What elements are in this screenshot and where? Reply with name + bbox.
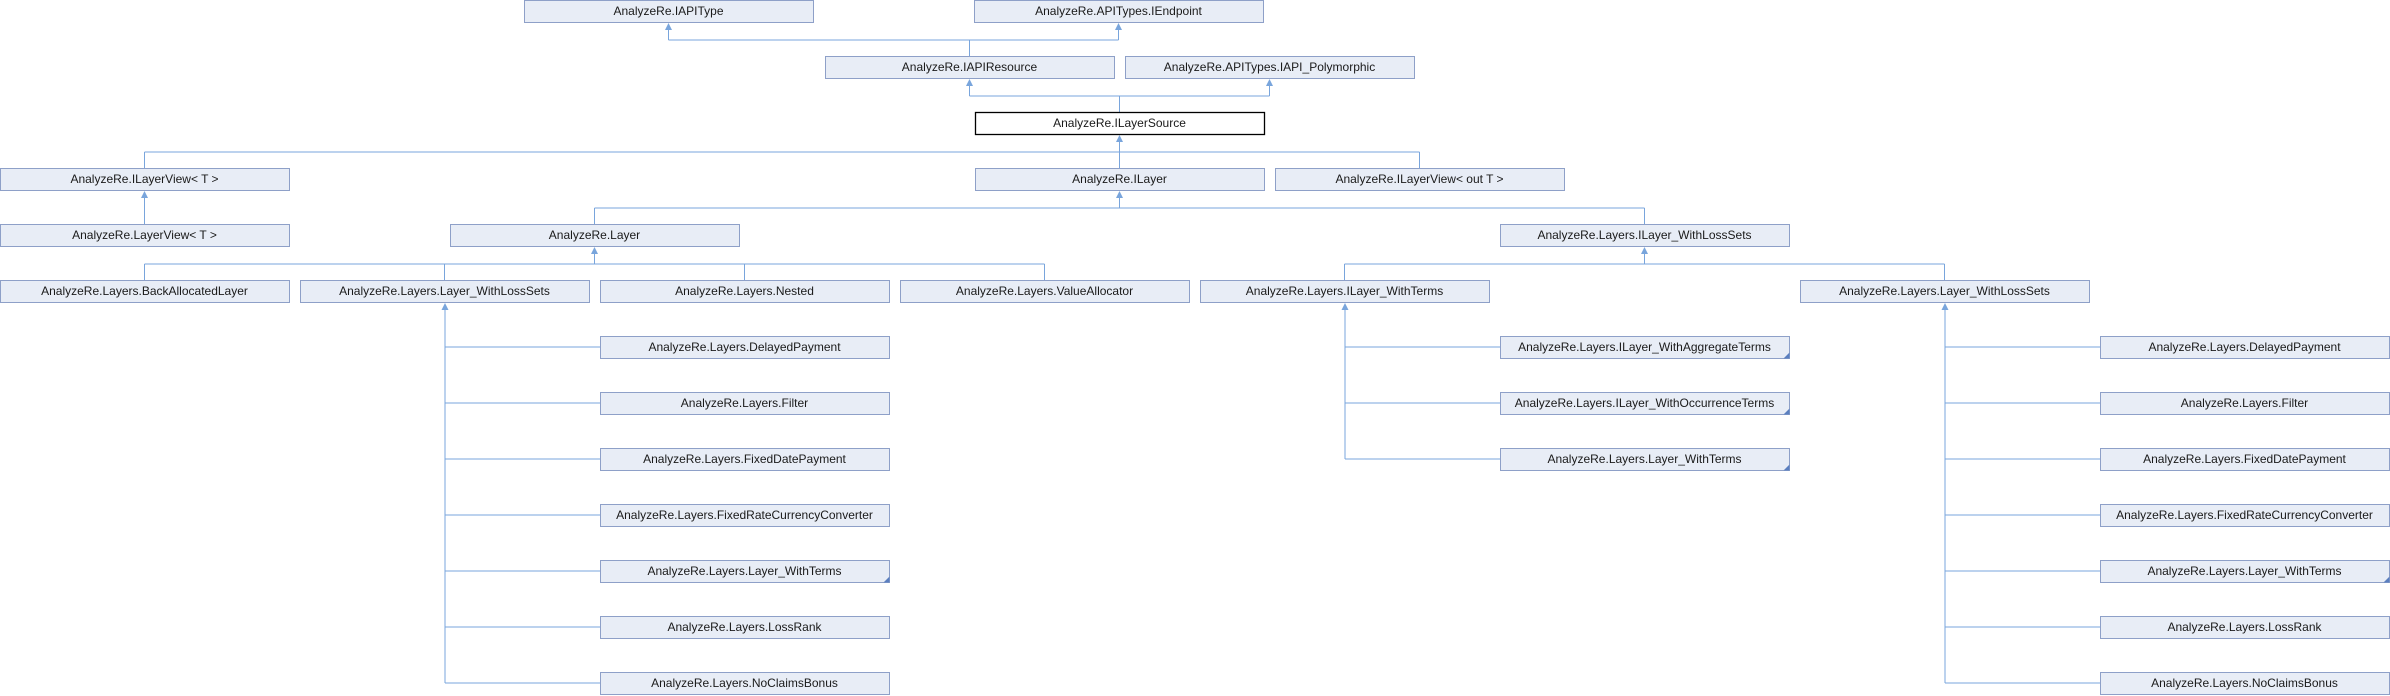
node-label: AnalyzeRe.IAPIType: [613, 4, 724, 18]
node-label: AnalyzeRe.APITypes.IEndpoint: [1035, 4, 1202, 18]
node-label: AnalyzeRe.Layers.NoClaimsBonus: [651, 676, 838, 690]
node-layer[interactable]: [451, 225, 740, 247]
node-label: AnalyzeRe.LayerView< T >: [72, 228, 217, 242]
node-b-delayedpayment[interactable]: [2101, 337, 2390, 359]
node-label: AnalyzeRe.ILayerView< T >: [70, 172, 219, 186]
node-iapipolymorphic[interactable]: [1126, 57, 1415, 79]
node-label: AnalyzeRe.ILayerSource: [1053, 116, 1186, 130]
node-valueallocator[interactable]: [901, 281, 1190, 303]
node-b-noclaimsbonus[interactable]: [2101, 673, 2390, 695]
node-label: AnalyzeRe.Layers.Layer_WithLossSets: [339, 284, 550, 298]
node-label: AnalyzeRe.Layers.ValueAllocator: [955, 284, 1134, 298]
node-a-fixedrateconverter[interactable]: [601, 505, 890, 527]
node-ilayerview-t[interactable]: [1, 169, 290, 191]
edge-arrowhead: [1342, 303, 1349, 310]
edge-arrowhead: [1942, 303, 1949, 310]
node-b-fixeddatepayment[interactable]: [2101, 449, 2390, 471]
node-layer-withlosssets-b[interactable]: [1801, 281, 2090, 303]
node-a-filter[interactable]: [601, 393, 890, 415]
edge-arrowhead: [1266, 79, 1273, 86]
node-t-occurrenceterms[interactable]: [1501, 393, 1790, 415]
node-backallocatedlayer[interactable]: [1, 281, 290, 303]
edge-arrowhead: [1115, 23, 1122, 30]
node-nested[interactable]: [601, 281, 890, 303]
node-ilayersource[interactable]: [976, 113, 1265, 135]
node-label: AnalyzeRe.Layers.Layer_WithTerms: [647, 564, 842, 578]
node-t-layer-withterms[interactable]: [1501, 449, 1790, 471]
node-label: AnalyzeRe.Layers.Filter: [2180, 396, 2309, 410]
edge-arrowhead: [591, 247, 598, 254]
node-label: AnalyzeRe.Layers.FixedDatePayment: [2143, 452, 2346, 466]
node-a-noclaimsbonus[interactable]: [601, 673, 890, 695]
node-label: AnalyzeRe.ILayerView< out T >: [1335, 172, 1504, 186]
edge-arrowhead: [141, 191, 148, 198]
node-label: AnalyzeRe.Layers.FixedRateCurrencyConverter: [616, 508, 873, 522]
node-b-fixedrateconverter[interactable]: [2101, 505, 2390, 527]
node-t-aggregateterms[interactable]: [1501, 337, 1790, 359]
node-iapiresource[interactable]: [826, 57, 1115, 79]
edge-arrowhead: [1116, 135, 1123, 142]
node-label: AnalyzeRe.Layers.FixedRateCurrencyConverter: [2116, 508, 2373, 522]
node-label: AnalyzeRe.Layers.Layer_WithTerms: [1547, 452, 1742, 466]
edge-arrowhead: [442, 303, 449, 310]
node-label: AnalyzeRe.Layers.NoClaimsBonus: [2151, 676, 2338, 690]
node-layer-withlosssets-a[interactable]: [301, 281, 590, 303]
node-label: AnalyzeRe.ILayer: [1072, 172, 1167, 186]
node-layerview-t[interactable]: [1, 225, 290, 247]
node-label: AnalyzeRe.Layers.Nested: [675, 284, 814, 298]
node-label: AnalyzeRe.Layers.BackAllocatedLayer: [41, 284, 248, 298]
node-a-lossrank[interactable]: [601, 617, 890, 639]
node-label: AnalyzeRe.Layer: [548, 228, 641, 242]
node-label: AnalyzeRe.IAPIResource: [901, 60, 1038, 74]
node-label: AnalyzeRe.Layers.FixedDatePayment: [643, 452, 846, 466]
node-label: AnalyzeRe.Layers.ILayer_WithAggregateTerms: [1518, 340, 1771, 354]
node-label: AnalyzeRe.Layers.ILayer_WithLossSets: [1537, 228, 1752, 242]
node-label: AnalyzeRe.Layers.Layer_WithTerms: [2147, 564, 2342, 578]
node-b-layer-withterms[interactable]: [2101, 561, 2390, 583]
node-a-delayedpayment[interactable]: [601, 337, 890, 359]
node-label: AnalyzeRe.Layers.DelayedPayment: [648, 340, 841, 354]
node-ilayer-withlosssets[interactable]: [1501, 225, 1790, 247]
node-a-fixeddatepayment[interactable]: [601, 449, 890, 471]
node-label: AnalyzeRe.Layers.Layer_WithLossSets: [1839, 284, 2050, 298]
node-label: AnalyzeRe.Layers.DelayedPayment: [2148, 340, 2341, 354]
node-iendpoint[interactable]: [975, 1, 1264, 23]
node-b-filter[interactable]: [2101, 393, 2390, 415]
node-label: AnalyzeRe.APITypes.IAPI_Polymorphic: [1163, 60, 1376, 74]
edge-arrowhead: [1641, 247, 1648, 254]
node-ilayer-withterms[interactable]: [1201, 281, 1490, 303]
node-ilayer[interactable]: [976, 169, 1265, 191]
node-label: AnalyzeRe.Layers.LossRank: [667, 620, 822, 634]
edge-arrowhead: [966, 79, 973, 86]
node-b-lossrank[interactable]: [2101, 617, 2390, 639]
node-a-layer-withterms[interactable]: [601, 561, 890, 583]
node-ilayerview-out-t[interactable]: [1276, 169, 1565, 191]
node-iapitype[interactable]: [525, 1, 814, 23]
edge-arrowhead: [1116, 191, 1123, 198]
node-label: AnalyzeRe.Layers.ILayer_WithTerms: [1245, 284, 1444, 298]
node-label: AnalyzeRe.Layers.ILayer_WithOccurrenceTerms: [1514, 396, 1775, 410]
edge-arrowhead: [665, 23, 672, 30]
node-label: AnalyzeRe.Layers.Filter: [680, 396, 809, 410]
node-label: AnalyzeRe.Layers.LossRank: [2167, 620, 2322, 634]
